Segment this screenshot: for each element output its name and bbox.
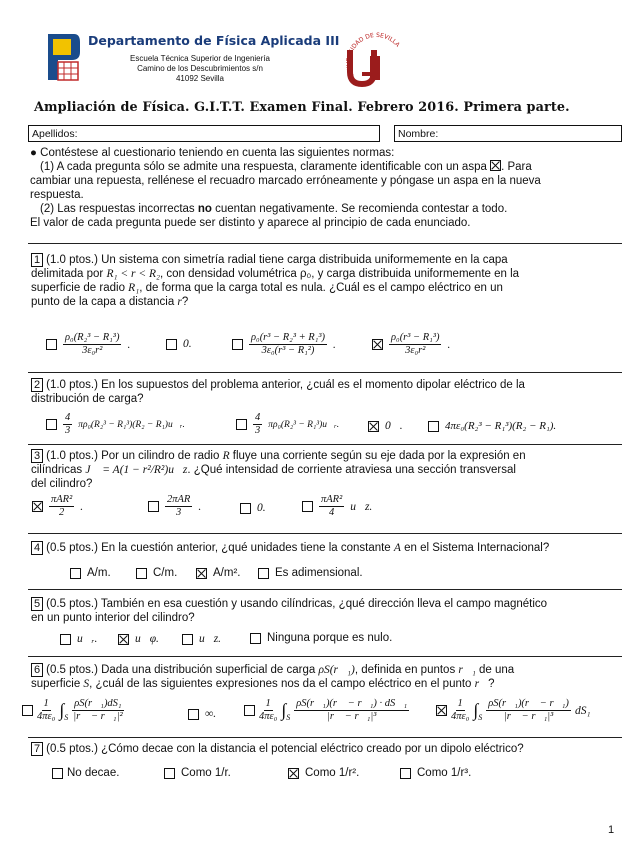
q2-option-c[interactable]: 0⃗. — [368, 420, 403, 432]
q6-option-c[interactable]: $\frac{1}{\text{4πε₀}}$ ∫ S $\frac{\text{ρS(r⃗₁)(r⃗ − r⃗₁) · dS⃗₁}}{\text{|r⃗ − r⃗₁|³}}$ — [244, 698, 409, 723]
q4-option-c[interactable]: A/m². — [196, 567, 240, 579]
checkbox[interactable] — [60, 634, 71, 645]
q7-option-d[interactable]: Como 1/r³. — [400, 767, 471, 779]
q3-option-c[interactable]: 0. — [240, 502, 266, 514]
checkbox[interactable] — [166, 339, 177, 350]
q4-option-d[interactable]: Es adimensional. — [258, 567, 363, 579]
checkbox[interactable] — [70, 568, 81, 579]
checkbox[interactable] — [400, 768, 411, 779]
q2-option-b[interactable]: $\frac{4}{3}$ πρ₀(R₂³ − R₁³)u⃗ᵣ. — [236, 412, 339, 437]
checkbox-checked[interactable] — [372, 339, 383, 350]
question-6: 6 (0.5 ptos.) Dada una distribución superficial de carga ρS(r⃗₁), definida en puntos r⃗₁ de una superficie S, ¿cuál de las siguientes expresiones nos da el campo eléctrico en el punto r⃗? — [31, 664, 515, 690]
q4-option-b[interactable]: C/m. — [136, 567, 177, 579]
q1-option-d[interactable]: $\frac{\text{ρ₀(r³ − R₁³)}}{\text{3ε₀r²}}$ . — [372, 332, 450, 357]
question-5: 5 (0.5 ptos.) También en esa cuestión y usando cilíndricas, ¿qué dirección lleva el campo magnético en un punto interior del cilindro? — [31, 598, 548, 624]
instructions — [30, 146, 625, 230]
q6-option-b[interactable]: ∞. — [188, 708, 216, 720]
exam-title: Ampliación de Física. G.I.T.T. Examen Final. Febrero 2016. Primera parte. — [34, 100, 570, 115]
checkbox-checked[interactable] — [32, 501, 43, 512]
q2-option-d[interactable]: 4πε₀(R₂³ − R₁³)(R₂ − R₁). — [428, 420, 556, 432]
q3-option-a[interactable]: $\frac{\text{πAR²}}{2}$ . — [32, 494, 83, 519]
checkbox[interactable] — [250, 633, 261, 644]
q4-option-a[interactable]: A/m. — [70, 567, 111, 579]
checkbox-checked[interactable] — [436, 705, 447, 716]
dept-logo — [44, 30, 82, 84]
question-number: 2 — [31, 378, 43, 392]
checkbox[interactable] — [240, 503, 251, 514]
question-7: 7 (0.5 ptos.) ¿Cómo decae con la distancia el potencial eléctrico creado por un dipolo eléctrico? — [31, 742, 621, 756]
apellidos-label: Apellidos: — [32, 128, 78, 140]
checkbox[interactable] — [188, 709, 199, 720]
q1-option-b[interactable]: 0. — [166, 338, 192, 350]
checkbox[interactable] — [46, 419, 57, 430]
checkbox[interactable] — [302, 501, 313, 512]
address-line-1: Escuela Técnica Superior de Ingeniería — [130, 54, 270, 63]
checkbox-checked[interactable] — [118, 634, 129, 645]
q5-option-b[interactable]: u⃗φ. — [118, 633, 159, 645]
nombre-field[interactable] — [394, 125, 622, 142]
q6-option-a[interactable]: $\frac{1}{\text{4πε₀}}$ ∫ S $\frac{\text{ρS(r⃗₁)dS₁}}{\text{|r⃗ − r⃗₁|²}}$ — [22, 698, 124, 723]
instr-line-3: cambiar una repuesta, rellénese el recuadro marcado erróneamente y póngase un aspa en la nueva — [30, 175, 541, 187]
checkbox[interactable] — [148, 501, 159, 512]
q3-option-d[interactable]: $\frac{\text{πAR²}}{4}$ u⃗z. — [302, 494, 372, 519]
checkbox[interactable] — [52, 768, 63, 779]
address-line-3: 41092 Sevilla — [175, 74, 225, 83]
checkbox[interactable] — [164, 768, 175, 779]
checkbox[interactable] — [22, 705, 33, 716]
q1-option-a[interactable]: $\frac{\text{ρ₀(R₂³ − R₁³)}}{\text{3ε₀r²}}$ . — [46, 332, 130, 357]
checkbox[interactable] — [258, 568, 269, 579]
checkbox[interactable] — [46, 339, 57, 350]
question-number: 6 — [31, 663, 43, 677]
checkbox[interactable] — [136, 568, 147, 579]
checkbox[interactable] — [244, 705, 255, 716]
question-4: 4 (0.5 ptos.) En la cuestión anterior, ¿qué unidades tiene la constante A en el Sistema Internacional? — [31, 541, 621, 555]
q2-option-a[interactable]: $\frac{4}{3}$ πρ₀(R₂³ − R₁³)(R₂ − R₁)u⃗ᵣ. — [46, 412, 185, 437]
page-number: 1 — [608, 824, 615, 836]
q6-option-d[interactable]: $\frac{1}{\text{4πε₀}}$ ∫ S $\frac{\text{ρS(r⃗₁)(r⃗ − r⃗₁)}}{\text{|r⃗ − r⃗₁|³}}$ dS₁ — [436, 698, 590, 723]
checkbox[interactable] — [428, 421, 439, 432]
dept-name: Departamento de Física Aplicada III — [88, 33, 340, 48]
instr-line-5: (2) Las respuestas incorrectas no cuentan negativamente. Se recomienda contestar a todo. — [40, 203, 508, 215]
q7-option-a[interactable]: No decae. — [52, 767, 119, 779]
instr-line-1: ● Contéstese al cuestionario teniendo en cuenta las siguientes normas: — [30, 147, 395, 159]
q5-option-a[interactable]: u⃗ᵣ. — [60, 633, 97, 645]
q5-option-c[interactable]: u⃗z. — [182, 633, 221, 645]
question-2: 2 (1.0 ptos.) En los supuestos del problema anterior, ¿cuál es el momento dipolar eléctrico de la distribución de carga? — [31, 379, 525, 405]
sample-x-checkbox — [490, 160, 501, 171]
checkbox-checked[interactable] — [196, 568, 207, 579]
instr-line-2: (1) A cada pregunta sólo se admite una respuesta, claramente identificable con un aspa . Para — [40, 161, 532, 173]
address-line-2: Camino de los Descubrimientos s/n — [137, 64, 263, 73]
q5-option-d[interactable]: Ninguna porque es nulo. — [250, 632, 392, 644]
q7-option-b[interactable]: Como 1/r. — [164, 767, 231, 779]
checkbox[interactable] — [182, 634, 193, 645]
question-3: 3 (1.0 ptos.) Por un cilindro de radio R fluye una corriente según su eje dada por la expresión en cilíndricas J⃗ = A(1 − r²/R²)u⃗z. ¿Qué intensidad de corriente atraviesa una sección transversal del cilindro? — [31, 450, 526, 490]
apellidos-field[interactable] — [28, 125, 380, 142]
seal-text: UNIVERSIDAD DE SEVILLA — [345, 31, 402, 79]
question-number: 7 — [31, 742, 43, 756]
q1-option-c[interactable]: $\frac{\text{ρ₀(r³ − R₂³ + R₁³)}}{\text{3ε₀(r³ − R₁²)}}$ . — [232, 332, 336, 357]
q3-option-b[interactable]: $\frac{\text{2πAR}}{3}$ . — [148, 494, 201, 519]
university-seal — [340, 28, 412, 90]
nombre-label: Nombre: — [398, 128, 439, 140]
question-number: 5 — [31, 597, 43, 611]
question-number: 3 — [31, 449, 43, 463]
instr-line-6: El valor de cada pregunta puede ser distinto y aparece al principio de cada enunciado. — [30, 217, 471, 229]
question-number: 4 — [31, 541, 43, 555]
checkbox-checked[interactable] — [288, 768, 299, 779]
instr-line-4: respuesta. — [30, 189, 84, 201]
checkbox[interactable] — [236, 419, 247, 430]
checkbox-checked[interactable] — [368, 421, 379, 432]
q7-option-c[interactable]: Como 1/r². — [288, 767, 359, 779]
question-1: 1 (1.0 ptos.) Un sistema con simetría radial tiene carga distribuida uniformemente en la capa delimitada por R₁ < r < R₂, con densidad volumétrica ρ₀, y carga distribuida uniformemente en la superficie de radio R₁, de forma que la carga total es nula. ¿Cuál es el campo eléctrico en un punto de la capa a distancia r? — [31, 254, 520, 308]
checkbox[interactable] — [232, 339, 243, 350]
question-number: 1 — [31, 253, 43, 267]
